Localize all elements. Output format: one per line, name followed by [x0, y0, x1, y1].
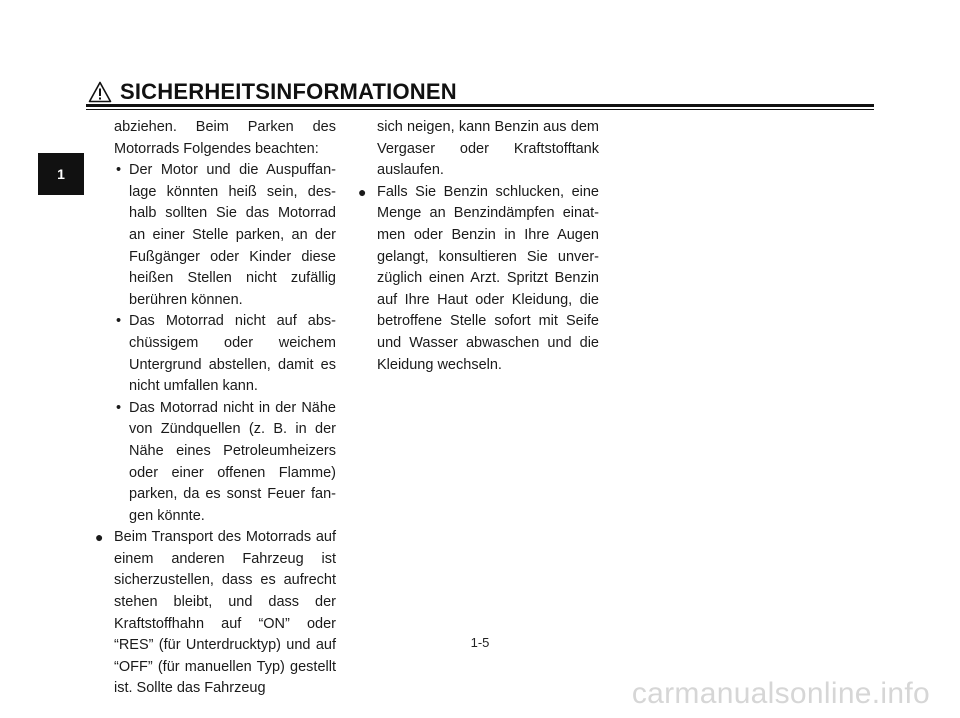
page-number: 1-5: [470, 635, 490, 650]
bullet-item-text: Falls Sie Benzin schlucken, eine Menge an Benzindämpfen einat-men oder Benzin in Ihre Augen gelangt, konsultieren Sie unver-züglich einen Arzt. Spritzt Benzin auf Ihre Haut oder Kleidung, die betroffene Stelle sofort mit Seife und Wasser abwaschen und die Kleidung wechseln.: [377, 183, 599, 373]
continuation-paragraph: sich neigen, kann Benzin aus dem Vergaser oder Kraftstofftank auslaufen.: [377, 119, 599, 179]
bullet-item-swallow: [353, 182, 599, 376]
sub-list-item-text: Der Motor und die Auspuffan-lage könnten heiß sein, des-halb sollten Sie das Motorrad an einer Stelle parken, an der Fußgänger oder Kinder diese heißen Stellen nicht zufällig berühren können.: [129, 162, 336, 308]
left-column: [90, 117, 336, 700]
watermark: carmanualsonline.info: [631, 677, 930, 710]
sub-bullet-marker: •: [116, 313, 122, 330]
sub-list-item-text: Das Motorrad nicht auf abs-chüssigem oder weichem Untergrund abstellen, damit es nicht umfallen kann.: [129, 313, 336, 395]
sub-bullet-marker: •: [116, 399, 122, 416]
bullet-marker: ●: [95, 529, 104, 546]
sub-list-item: [90, 311, 336, 397]
warning-triangle-icon: [88, 81, 112, 103]
right-column: [353, 117, 599, 376]
sub-list-item-text: Das Motorrad nicht in der Nähe von Zündquellen (z. B. in der Nähe eines Petroleumheizers oder einer offenen Flamme) parken, da es sonst Feuer fan-gen könnte.: [129, 399, 336, 524]
header-rule-thin: [86, 109, 874, 110]
sub-bullet-marker: •: [116, 162, 122, 179]
bullet-item-transport: [90, 527, 336, 700]
sub-list-item: [90, 398, 336, 528]
page-title: SICHERHEITSINFORMATIONEN: [120, 79, 457, 104]
intro-paragraph: abziehen. Beim Parken des Motorrads Folgendes beachten:: [114, 119, 336, 157]
header-rule-thick: [86, 104, 874, 107]
chapter-tab-number: 1: [57, 166, 65, 182]
chapter-tab: [38, 153, 84, 195]
bullet-marker: ●: [358, 183, 367, 200]
sub-list-item: [90, 160, 336, 311]
bullet-item-text: Beim Transport des Motorrads auf einem anderen Fahrzeug ist sicherzustellen, dass es aufrecht stehen bleibt, und dass der Kraftstoffhahn auf “ON” oder “RES” (für Unterdrucktyp) und auf “OFF” (für manuellen Typ) gestellt ist. Sollte das Fahrzeug: [114, 529, 336, 697]
section-header: [88, 78, 457, 106]
